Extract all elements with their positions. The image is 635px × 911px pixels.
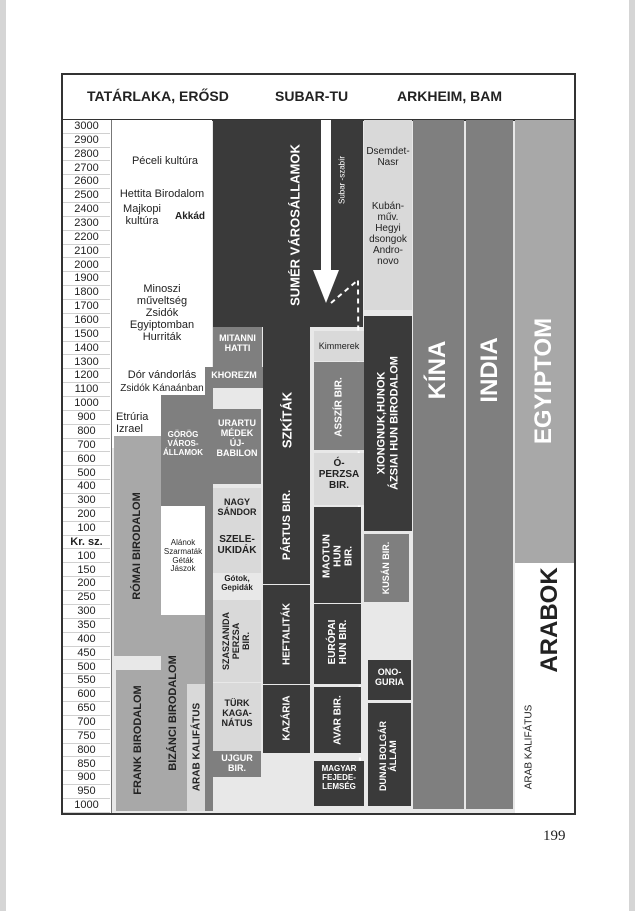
year-tick: 350 [63,619,110,633]
etruria-text: Etrúria Izrael [116,411,149,436]
ujgur-label: UJGUR BIR. [221,753,253,773]
year-tick: 400 [63,633,110,647]
dsemdet-text: Dsemdet- Nasr [366,146,410,168]
minoszi-text: Minoszi műveltség Zsidók Egyiptomban Hurriták [129,283,195,344]
romai-label: RÓMAI BIRODALOM [131,492,143,600]
szeleukidak-label: SZELE- UKIDÁK [217,534,257,556]
year-tick: Kr. sz. [63,536,110,550]
maotun-label: MAOTUN HUN BIR. [321,534,355,578]
year-tick: 2900 [63,134,110,148]
year-tick: 1700 [63,300,110,314]
year-tick: 300 [63,605,110,619]
year-tick: 900 [63,771,110,785]
year-tick: 2200 [63,231,110,245]
year-tick: 250 [63,591,110,605]
kimmerek-text: Kimmerek [318,341,360,351]
year-tick: 450 [63,647,110,661]
egyiptom-label: EGYIPTOM [530,317,557,445]
year-tick: 1900 [63,272,110,286]
urartu-label: URARTU MÉDEK ÚJ- BABILON [216,418,258,458]
year-tick: 1000 [63,799,110,813]
frank-label: FRANK BIRODALOM [132,685,144,795]
asszir-label: ASSZÍR BIR. [333,377,345,437]
year-tick: 2800 [63,148,110,162]
majkopi-text: Majkopi kultúra [123,203,161,228]
year-tick: 600 [63,688,110,702]
kazaria-label: KAZÁRIA [281,695,293,741]
o-perzsa-label: Ó- PERZSA BIR. [318,458,360,491]
page-number: 199 [543,828,566,844]
year-tick: 2600 [63,175,110,189]
year-tick: 550 [63,674,110,688]
year-tick: 800 [63,425,110,439]
india-label: INDIA [476,337,503,403]
year-tick: 2700 [63,162,110,176]
year-tick: 800 [63,744,110,758]
year-tick: 1400 [63,342,110,356]
zsidok-kanaan-text: Zsidók Kánaánban [120,383,204,394]
gotok-text: Gótok, Gepidák [221,574,253,592]
peceli-text: Péceli kultúra [131,155,199,167]
europai-label: EURÓPAI HUN BIR. [327,619,349,665]
year-tick: 650 [63,702,110,716]
year-tick: 100 [63,550,110,564]
year-tick: 900 [63,411,110,425]
year-tick: 1100 [63,383,110,397]
year-tick: 1600 [63,314,110,328]
turk-label: TÜRK KAGA- NÁTUS [221,698,253,728]
heftalitak-label: HEFTALITÁK [281,602,293,666]
bizanci-label: BIZÁNCI BIRODALOM [167,655,179,771]
year-tick: 200 [63,577,110,591]
arabok-label: ARABOK [536,567,563,673]
magyar-label: MAGYAR FEJEDE- LEMSÉG [321,764,357,791]
year-tick: 500 [63,661,110,675]
chronology-chart [61,73,576,815]
year-tick: 1200 [63,369,110,383]
xiongnuk-label: XIONGNUK,HUNOK ÁZSIAI HUN BIRODALOM [375,356,400,490]
year-tick: 400 [63,480,110,494]
onoguria-label: ONO- GURIA [375,667,404,687]
kuban-text: Kubán- műv. Hegyi dsongok Andro- novo [369,201,407,267]
year-tick: 1800 [63,286,110,300]
arab-kalifatus-left-label: ARAB KALIFÁTUS [191,702,203,792]
year-tick: 2000 [63,259,110,273]
year-tick: 500 [63,467,110,481]
alanok-text: Alánok Szarmaták Géták Jászok [163,538,203,574]
year-tick: 3000 [63,120,110,134]
year-tick: 850 [63,758,110,772]
left-page-edge [0,0,6,911]
year-tick: 700 [63,439,110,453]
year-tick: 2500 [63,189,110,203]
year-tick: 150 [63,564,110,578]
mitanni-label: MITANNI HATTI [219,333,256,353]
year-tick: 600 [63,453,110,467]
year-tick: 200 [63,508,110,522]
year-tick: 1000 [63,397,110,411]
right-page-edge [629,0,635,911]
szkitak-label: SZKÍTÁK [279,391,295,449]
szaszanida-label: SZASZANIDA PERZSA BIR. [221,612,251,670]
kusan-label: KUSÁN BIR. [381,541,391,595]
year-tick: 100 [63,522,110,536]
hettita-text: Hettita Birodalom [119,188,205,200]
avar-label: AVAR BIR. [332,695,344,745]
header-left: TATÁRLAKA, ERŐSD [87,88,229,104]
year-tick: 1500 [63,328,110,342]
header-center: SUBAR-TU [275,88,349,104]
kina-label: KÍNA [424,340,451,400]
year-tick: 300 [63,494,110,508]
year-tick: 700 [63,716,110,730]
header-right: ARKHEIM, BAM [397,88,502,104]
year-tick: 750 [63,730,110,744]
year-tick: 2400 [63,203,110,217]
akkad-text: Akkád [174,211,205,222]
sumer-label: SUMÉR VÁROSÁLLAMOK [287,144,303,306]
dunai-label: DUNAI BOLGÁR ÁLLAM [378,721,398,791]
india-block [466,120,513,809]
partus-label: PÁRTUS BIR. [281,489,293,561]
gorog-label: GÖRÖG VÁROS- ÁLLAMOK [163,430,203,457]
dor-text: Dór vándorlás [127,369,197,381]
year-tick: 1300 [63,356,110,370]
kina-block [413,120,464,809]
year-tick: 2300 [63,217,110,231]
arab-kalifatus-right-label: ARAB KALIFÁTUS [523,704,535,790]
nagy-sandor-label: NAGY SÁNDOR [217,497,257,517]
year-tick: 950 [63,785,110,799]
year-tick: 2100 [63,245,110,259]
khorezm-label: KHOREZM [211,370,257,380]
subar-szabir-label: Subar -szabír [337,155,347,205]
